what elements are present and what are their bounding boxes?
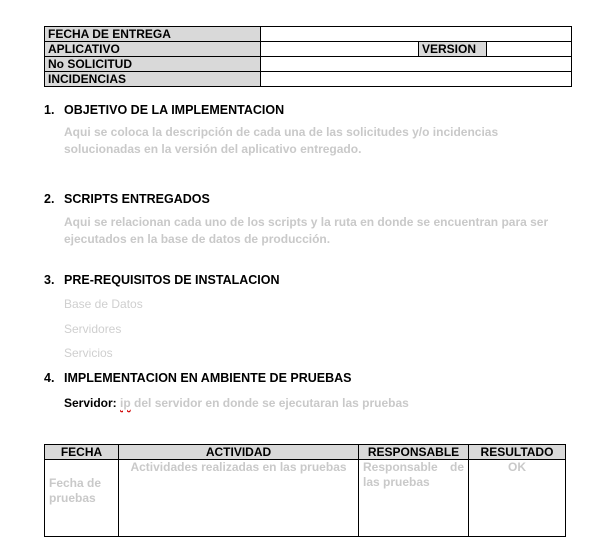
section-description: Aqui se relacionan cada uno de los scripts y la ruta en donde se encuentran para ser ejecutados en la base de datos de producción. xyxy=(64,215,549,246)
cell-responsable[interactable]: Responsable de las pruebas xyxy=(359,460,469,537)
incidencias-label: INCIDENCIAS xyxy=(45,72,261,87)
fecha-row xyxy=(45,27,572,42)
section-title-text: OBJETIVO DE LA IMPLEMENTACION xyxy=(64,103,285,117)
section-number: 2. xyxy=(44,192,55,206)
activity-table xyxy=(44,444,566,537)
aplicativo-value[interactable] xyxy=(261,42,419,57)
servidor-label: Servidor: xyxy=(64,396,117,410)
solicitud-value[interactable] xyxy=(261,57,572,72)
header-info-table xyxy=(44,26,572,87)
cell-actividad[interactable]: Actividades realizadas en las pruebas xyxy=(119,460,359,537)
incidencias-value[interactable] xyxy=(261,72,572,87)
aplicativo-row xyxy=(45,42,572,57)
section-implementacion xyxy=(44,371,574,385)
solicitud-label: No SOLICITUD xyxy=(45,57,261,72)
column-header-responsable: RESPONSABLE xyxy=(359,445,469,460)
table-header-row xyxy=(45,445,566,460)
section-title-text: PRE-REQUISITOS DE INSTALACION xyxy=(64,273,280,287)
list-item: Servidores xyxy=(64,322,122,336)
section-number: 4. xyxy=(44,371,55,385)
section-scripts xyxy=(44,192,574,248)
incidencias-row xyxy=(45,72,572,87)
version-value[interactable] xyxy=(487,42,572,57)
section-title-text: SCRIPTS ENTREGADOS xyxy=(64,192,210,206)
list-item: Base de Datos xyxy=(64,297,143,311)
section-title-text: IMPLEMENTACION EN AMBIENTE DE PRUEBAS xyxy=(64,371,352,385)
servidor-line xyxy=(64,396,409,410)
aplicativo-label: APLICATIVO xyxy=(45,42,261,57)
table-row xyxy=(45,460,566,537)
servidor-placeholder xyxy=(120,396,409,410)
column-header-actividad: ACTIVIDAD xyxy=(119,445,359,460)
cell-resultado[interactable]: OK xyxy=(469,460,566,537)
section-title xyxy=(44,192,574,206)
column-header-resultado: RESULTADO xyxy=(469,445,566,460)
version-label: VERSION xyxy=(419,42,487,57)
section-title xyxy=(44,103,574,117)
section-title xyxy=(44,273,574,287)
fecha-label: FECHA DE ENTREGA xyxy=(45,27,261,42)
fecha-value[interactable] xyxy=(261,27,572,42)
section-prerequisitos xyxy=(44,273,574,287)
list-item: Servicios xyxy=(64,346,113,360)
solicitud-row xyxy=(45,57,572,72)
section-description: Aqui se coloca la descripción de cada una de las solicitudes y/o incidencias solucionadas en la versión del aplicativo entregado. xyxy=(64,125,499,156)
section-number: 3. xyxy=(44,273,55,287)
column-header-fecha: FECHA xyxy=(45,445,119,460)
servidor-description: del servidor en donde se ejecutaran las pruebas xyxy=(130,396,409,410)
section-number: 1. xyxy=(44,103,55,117)
section-objetivo xyxy=(44,103,574,158)
section-title xyxy=(44,371,574,385)
cell-fecha[interactable]: Fecha de pruebas xyxy=(45,460,119,537)
servidor-ip: ip xyxy=(120,396,131,410)
